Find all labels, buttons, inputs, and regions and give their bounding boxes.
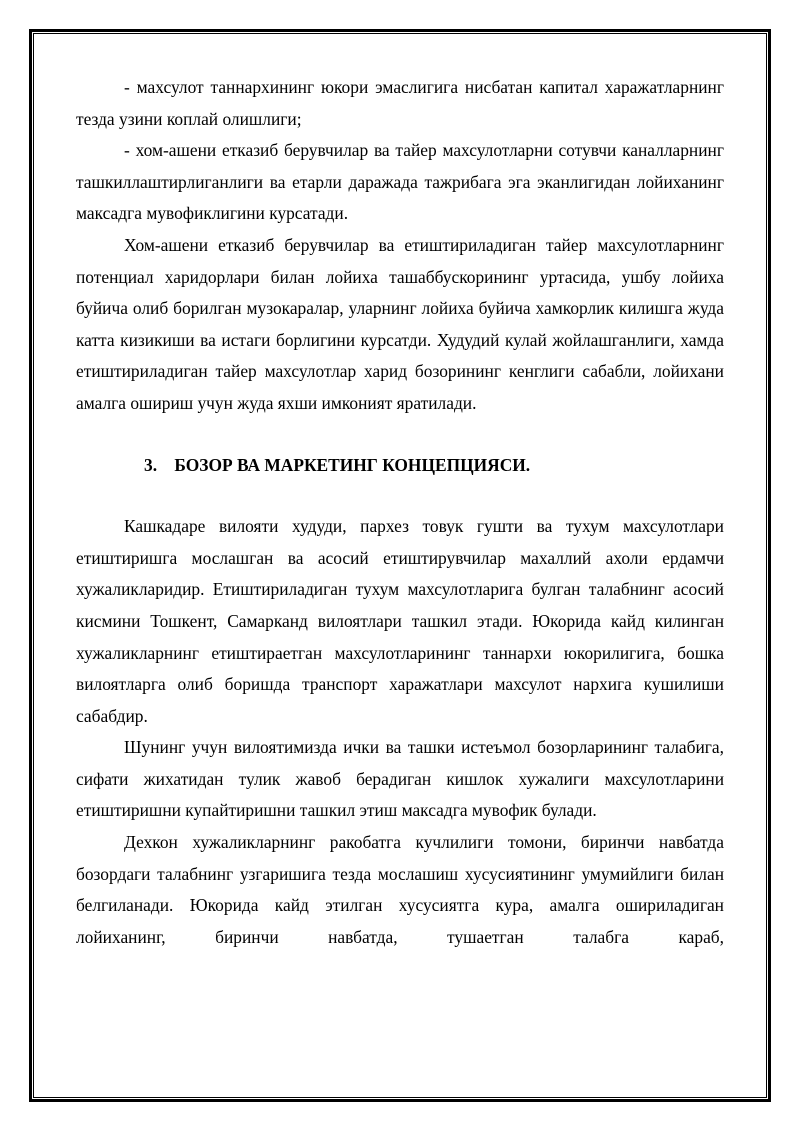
section-number: 3. bbox=[144, 454, 158, 475]
paragraph-competitiveness: Дехкон хужаликларнинг ракобатга кучлилиги томони, биринчи навбатда бозордаги талабнинг узгаришига тезда мослашиш хусусиятининг умумийлиги билан белгиланади. Юкорида кайд этилган хусусиятга кура, амалга ошириладиган лойиханинг, биринчи навбатда, тушаетган талабга караб, bbox=[76, 832, 724, 947]
document-body bbox=[76, 72, 724, 953]
paragraph-supply-channels: - хом-ашени етказиб берувчилар ва тайер махсулотларни сотувчи каналларнинг ташкиллаштирлиганлиги ва етарли даражада тажрибага эга эканлигидан лойиханинг максадга мувофиклигини курсатади. bbox=[76, 140, 724, 224]
section-title: БОЗОР ВА МАРКЕТИНГ КОНЦЕПЦИЯСИ. bbox=[174, 454, 531, 475]
paragraph-cost-payback: - махсулот таннархининг юкори эмаслигига нисбатан капитал харажатларнинг тезда узини коплай олишлиги; bbox=[76, 77, 724, 129]
paragraph-region-market: Кашкадаре вилояти худуди, пархез товук гушти ва тухум махсулотлари етиштиришга мослашган ва асосий етиштирувчилар махаллий ахоли ердамчи хужаликларидир. Етиштириладиган тухум махсулотларига булган талабнинг асосий кисмини Тошкент, Самарканд вилоятлари ташкил этади. Юкорида кайд килинган хужаликларнинг етиштираетган махсулотларининг таннархи юкорилигига, бошка вилоятларга олиб боришда транспорт харажатлари махсулот нархига кушилиши сабабдир. bbox=[76, 516, 724, 726]
paragraph-demand: Шунинг учун вилоятимизда ички ва ташки истеъмол бозорларининг талабига, сифати жихатидан тулик жавоб берадиган кишлок хужалиги махсулотларини етиштиришни купайтиришни ташкил этиш максадга мувофик булади. bbox=[76, 737, 724, 821]
section-heading bbox=[76, 450, 724, 482]
paragraph-negotiations: Хом-ашени етказиб берувчилар ва етиштириладиган тайер махсулотларнинг потенциал харидорлари билан лойиха ташаббускорининг уртасида, ушбу лойиха буйича олиб борилган музокаралар, уларнинг лойиха буйича хамкорлик килишга жуда катта кизикиши ва истаги борлигини курсатди. Худудий кулай жойлашганлиги, хамда етиштириладиган тайер махсулотлар харид бозорининг кенглиги сабабли, лойихани амалга ошириш учун жуда яхши имконият яратилади. bbox=[76, 234, 724, 413]
